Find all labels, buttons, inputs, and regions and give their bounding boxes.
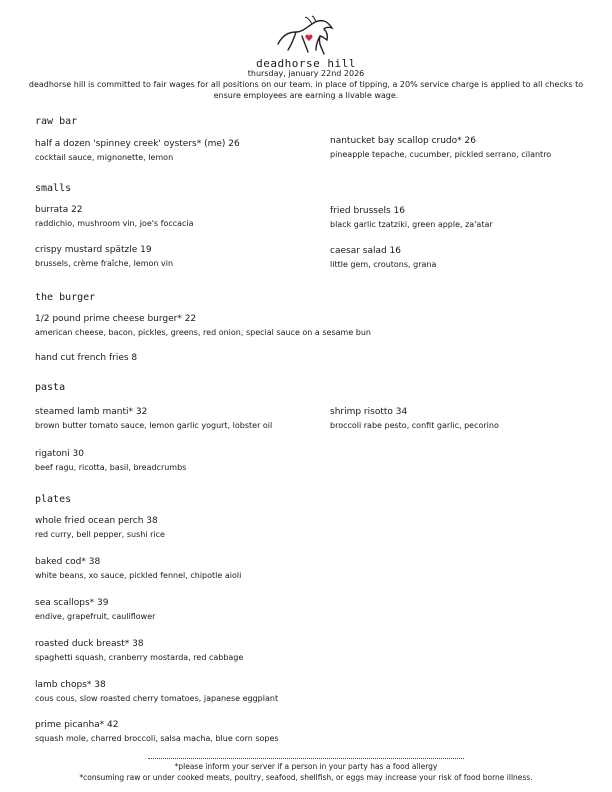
item-name: sea scallops* 39 (35, 598, 109, 608)
item-description: spaghetti squash, cranberry mostarda, red cabbage (35, 653, 244, 662)
menu-item (35, 598, 325, 621)
menu-item (35, 245, 325, 268)
footer-divider (148, 758, 464, 759)
item-description: red curry, bell pepper, sushi rice (35, 530, 165, 539)
menu-item (35, 353, 325, 363)
menu-item (330, 246, 605, 269)
restaurant-name: deadhorse hill (256, 57, 356, 70)
menu-item (35, 516, 325, 539)
section-title-pasta: pasta (35, 382, 66, 393)
menu-item (35, 720, 325, 743)
item-description: american cheese, bacon, pickles, greens, red onion, special sauce on a sesame bun (35, 328, 371, 337)
item-name: caesar salad 16 (330, 246, 402, 256)
item-name: prime picanha* 42 (35, 720, 119, 730)
menu-item (35, 205, 325, 228)
item-description: squash mole, charred broccoli, salsa macha, blue corn sopes (35, 734, 279, 743)
menu-item (35, 449, 325, 472)
item-description: brown butter tomato sauce, lemon garlic yogurt, lobster oil (35, 421, 273, 430)
item-description: broccoli rabe pesto, confit garlic, pecorino (330, 421, 499, 430)
item-name: roasted duck breast* 38 (35, 639, 144, 649)
item-description: endive, grapefruit, cauliflower (35, 612, 156, 621)
item-name: whole fried ocean perch 38 (35, 516, 158, 526)
menu-item (330, 407, 605, 430)
allergy-note: *please inform your server if a person in your party has a food allergy (174, 762, 438, 771)
menu-item (35, 407, 325, 430)
item-name: nantucket bay scallop crudo* 26 (330, 136, 476, 146)
item-description: brussels, crème fraîche, lemon vin (35, 259, 174, 268)
item-description: beef ragu, ricotta, basil, breadcrumbs (35, 463, 187, 472)
menu-item (35, 639, 325, 662)
item-name: shrimp risotto 34 (330, 407, 408, 417)
item-description: white beans, xo sauce, pickled fennel, chipotle aioli (35, 571, 242, 580)
item-description: cocktail sauce, mignonette, lemon (35, 153, 174, 162)
item-description: cous cous, slow roasted cherry tomatoes, japanese eggplant (35, 694, 279, 703)
item-description: little gem, croutons, grana (330, 260, 437, 269)
menu-item (35, 139, 325, 162)
item-name: burrata 22 (35, 205, 83, 215)
item-name: crispy mustard spätzle 19 (35, 245, 152, 255)
menu-item (35, 314, 595, 337)
menu-item (35, 680, 325, 703)
item-name: hand cut french fries 8 (35, 353, 138, 363)
item-description: black garlic tzatziki, green apple, za'atar (330, 220, 493, 229)
menu-item (35, 557, 325, 580)
item-name: 1/2 pound prime cheese burger* 22 (35, 314, 197, 324)
item-name: lamb chops* 38 (35, 680, 106, 690)
item-name: fried brussels 16 (330, 206, 406, 216)
fair-wage-statement: deadhorse hill is committed to fair wages for all positions on our team. in place of tipping, a 20% service charge is applied to all checks to ensure employees are earning a livable wage. (28, 80, 584, 100)
menu-date: thursday, january 22nd 2026 (247, 69, 365, 78)
item-name: steamed lamb manti* 32 (35, 407, 148, 417)
section-title-smalls: smalls (35, 183, 72, 194)
section-title-plates: plates (35, 494, 72, 505)
item-name: baked cod* 38 (35, 557, 101, 567)
item-name: half a dozen 'spinney creek' oysters* (me) 26 (35, 139, 240, 149)
menu-item (330, 206, 605, 229)
section-title-raw-bar: raw bar (35, 116, 78, 127)
menu-item (330, 136, 605, 159)
item-name: rigatoni 30 (35, 449, 84, 459)
item-description: raddichio, mushroom vin, joe's foccacia (35, 219, 194, 228)
raw-food-warning: *consuming raw or under cooked meats, poultry, seafood, shellfish, or eggs may increase your risk of food borne illness. (79, 773, 533, 782)
item-description: pineapple tepache, cucumber, pickled serrano, cilantro (330, 150, 552, 159)
section-title-burger: the burger (35, 292, 96, 303)
horse-logo-icon (272, 14, 340, 58)
